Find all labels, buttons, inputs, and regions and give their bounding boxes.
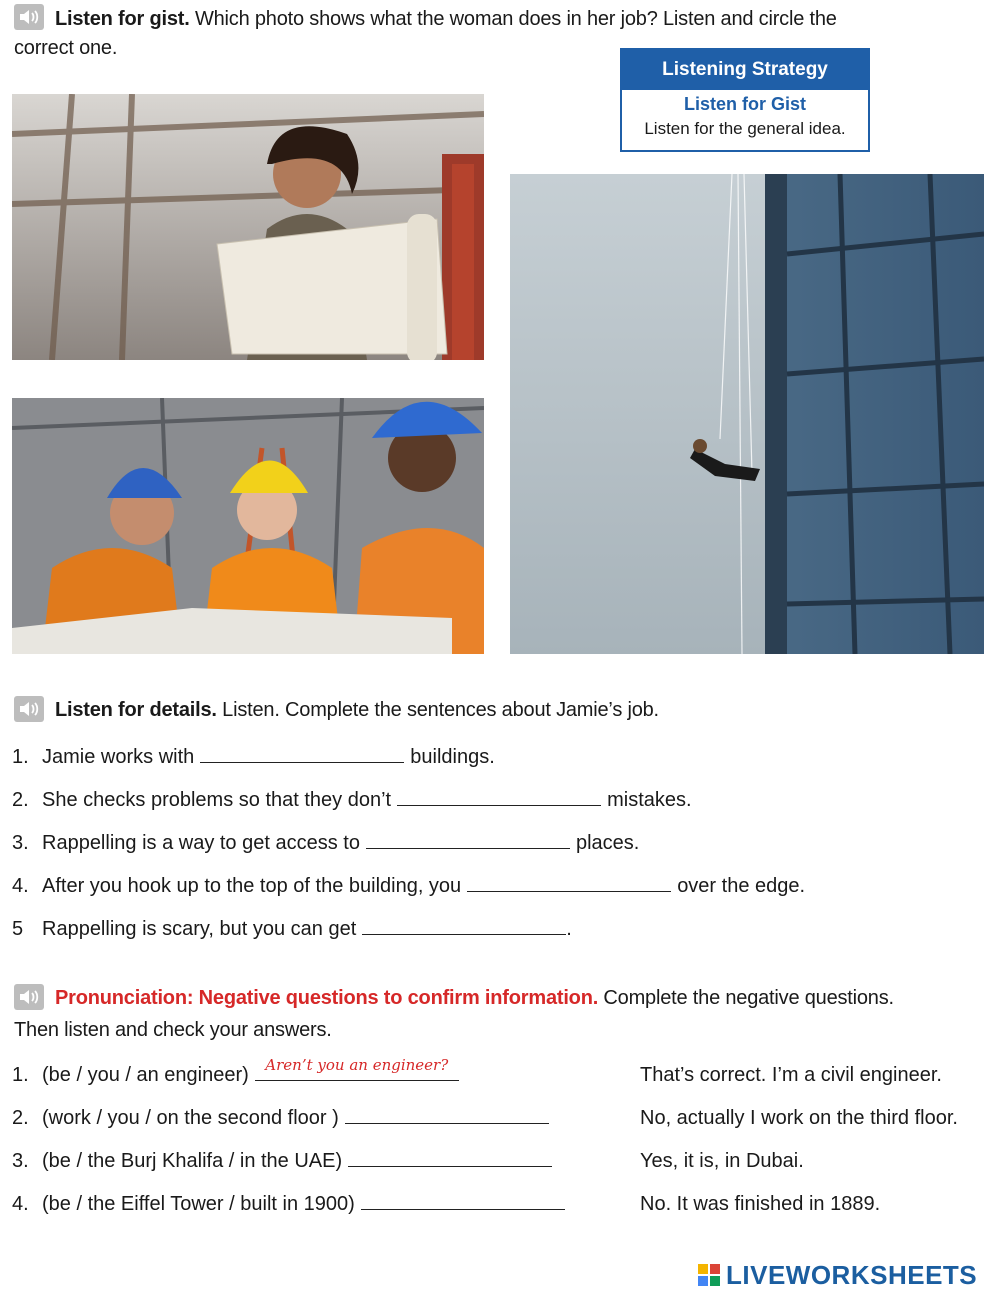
logo-text: LIVEWORKSHEETS xyxy=(726,1259,978,1290)
answer-blank[interactable] xyxy=(361,1189,565,1210)
audio-speaker-icon[interactable] xyxy=(14,984,44,1010)
pronunciation-title: Pronunciation: Negative questions to confirm information. xyxy=(55,987,599,1009)
photo-woman-blueprint[interactable] xyxy=(12,94,484,360)
gist-title: Listen for gist. xyxy=(55,8,190,30)
details-item: 4. After you hook up to the top of the building, you over the edge. xyxy=(12,871,805,901)
strategy-header: Listening Strategy xyxy=(622,50,868,90)
question-response: That’s correct. I’m a civil engineer. xyxy=(640,1064,942,1086)
details-title: Listen for details. xyxy=(55,699,217,721)
sample-answer: Aren’t you an engineer? xyxy=(265,1056,449,1074)
details-instruction: Listen for details. Listen. Complete the sentences about Jamie’s job. xyxy=(55,699,659,721)
question-response: No, actually I work on the third floor. xyxy=(640,1107,958,1129)
gist-instruction-line2: correct one. xyxy=(14,37,118,59)
listening-strategy-box xyxy=(620,48,870,152)
details-item: 1. Jamie works with buildings. xyxy=(12,742,495,772)
audio-speaker-icon[interactable] xyxy=(14,4,44,30)
details-item: 3. Rappelling is a way to get access to places. xyxy=(12,828,639,858)
details-item: 2. She checks problems so that they don’t mistakes. xyxy=(12,785,692,815)
question-item: 2. (work / you / on the second floor ) xyxy=(12,1103,555,1133)
answer-blank[interactable] xyxy=(397,785,601,806)
answer-blank[interactable] xyxy=(362,914,566,935)
question-item: 1. (be / you / an engineer) Aren’t you an engineer? xyxy=(12,1060,465,1090)
photo-engineers-hardhats[interactable] xyxy=(12,398,484,654)
answer-blank[interactable] xyxy=(200,742,404,763)
answer-blank[interactable] xyxy=(348,1146,552,1167)
question-response: No. It was finished in 1889. xyxy=(640,1193,881,1215)
gist-instruction: Listen for gist. Which photo shows what the woman does in her job? Listen and circle the xyxy=(55,8,837,30)
question-item: 3. (be / the Burj Khalifa / in the UAE) xyxy=(12,1146,558,1176)
pronunciation-instruction: Pronunciation: Negative questions to confirm information. Complete the negative questions. xyxy=(55,987,894,1009)
details-item: 5 Rappelling is scary, but you can get . xyxy=(12,914,572,944)
answer-blank[interactable] xyxy=(345,1103,549,1124)
answer-blank[interactable] xyxy=(467,871,671,892)
answer-blank[interactable] xyxy=(255,1056,459,1081)
strategy-subtitle: Listen for Gist xyxy=(683,94,806,114)
question-item: 4. (be / the Eiffel Tower / built in 1900) xyxy=(12,1189,571,1219)
logo-mark-icon xyxy=(698,1264,720,1286)
liveworksheets-logo[interactable] xyxy=(698,1260,977,1290)
strategy-text: Listen for the general idea. xyxy=(644,119,846,138)
pronunciation-instruction-line2: Then listen and check your answers. xyxy=(14,1019,332,1041)
photo-rappelling-building[interactable] xyxy=(510,174,984,654)
question-response: Yes, it is, in Dubai. xyxy=(640,1150,804,1172)
answer-blank[interactable] xyxy=(366,828,570,849)
audio-speaker-icon[interactable] xyxy=(14,696,44,722)
